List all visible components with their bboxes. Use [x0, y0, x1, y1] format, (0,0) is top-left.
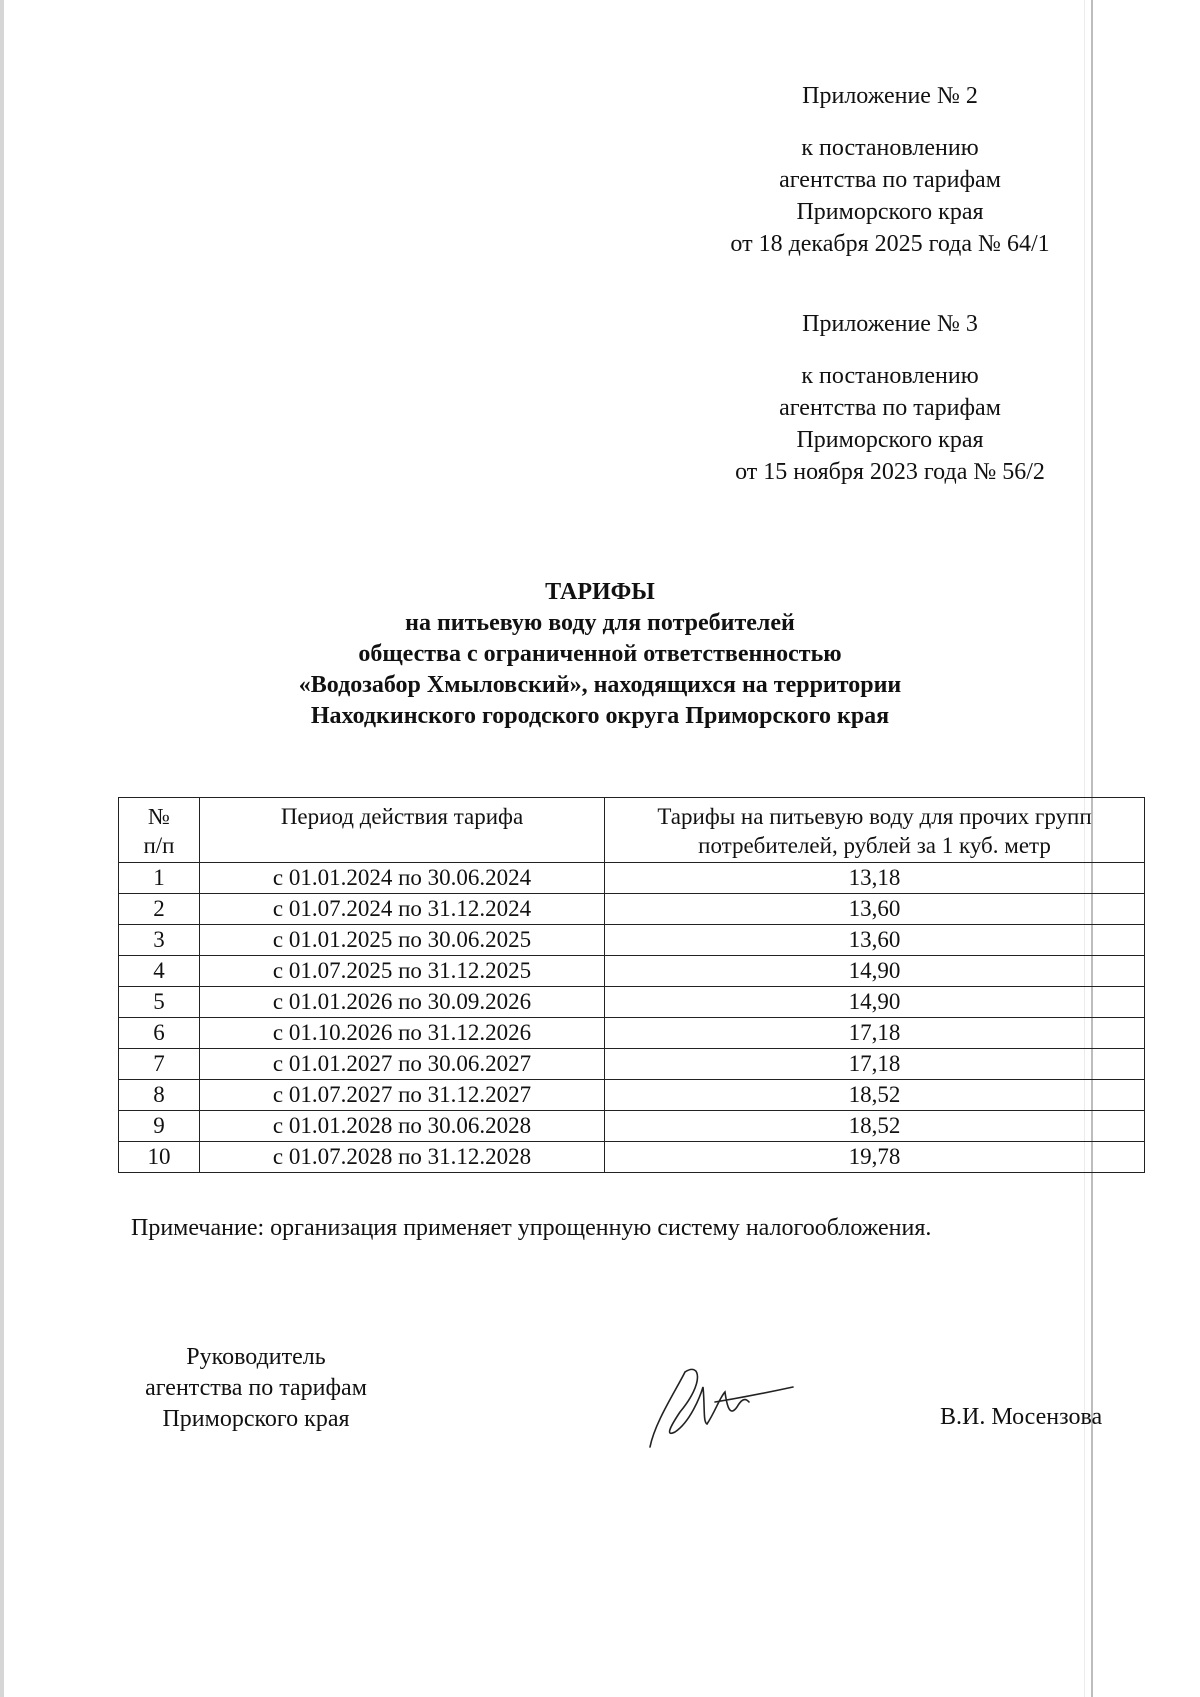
annex-line: агентства по тарифам	[779, 395, 1001, 421]
heading-line: «Водозабор Хмыловский», находящихся на территории	[298, 672, 902, 698]
table-row	[119, 1080, 1145, 1111]
annex-block-3	[660, 308, 1120, 488]
table-row	[119, 956, 1145, 987]
cell-tariff: 18,52	[605, 1111, 1145, 1142]
table-row	[119, 1142, 1145, 1173]
tariff-table	[118, 797, 1145, 1173]
signer-title-line: Руководитель	[186, 1344, 326, 1370]
cell-tariff: 17,18	[605, 1018, 1145, 1049]
cell-period: с 01.01.2025 по 30.06.2025	[200, 925, 605, 956]
heading-line: на питьевую воду для потребителей	[405, 610, 795, 636]
cell-period: с 01.10.2026 по 31.12.2026	[200, 1018, 605, 1049]
cell-period: с 01.01.2026 по 30.09.2026	[200, 987, 605, 1018]
cell-number: 2	[119, 894, 200, 925]
table-row	[119, 863, 1145, 894]
annex-line: Приморского края	[796, 427, 984, 453]
cell-tariff: 19,78	[605, 1142, 1145, 1173]
annex-title: Приложение № 3	[802, 311, 978, 337]
heading-line: Находкинского городского округа Приморского края	[310, 703, 890, 729]
header-number	[119, 798, 200, 863]
document-heading	[0, 577, 1200, 732]
cell-number: 4	[119, 956, 200, 987]
cell-tariff: 13,60	[605, 925, 1145, 956]
header-number-line1: №	[148, 804, 170, 829]
table-row	[119, 1049, 1145, 1080]
cell-number: 6	[119, 1018, 200, 1049]
cell-number: 3	[119, 925, 200, 956]
table-header-row	[119, 798, 1145, 863]
annex-line: агентства по тарифам	[779, 167, 1001, 193]
document-title: ТАРИФЫ	[545, 579, 655, 605]
heading-line: общества с ограниченной ответственностью	[358, 641, 842, 667]
cell-tariff: 18,52	[605, 1080, 1145, 1111]
header-period: Период действия тарифа	[200, 798, 605, 863]
table-body	[119, 863, 1145, 1173]
table-row	[119, 894, 1145, 925]
cell-tariff: 14,90	[605, 956, 1145, 987]
note-text: Примечание: организация применяет упрощенную систему налогообложения.	[131, 1215, 932, 1241]
annex-line: Приморского края	[796, 199, 984, 225]
header-tariff-line2: потребителей, рублей за 1 куб. метр	[698, 833, 1051, 858]
cell-period: с 01.07.2027 по 31.12.2027	[200, 1080, 605, 1111]
cell-tariff: 13,60	[605, 894, 1145, 925]
table-row	[119, 987, 1145, 1018]
cell-period: с 01.07.2025 по 31.12.2025	[200, 956, 605, 987]
cell-tariff: 13,18	[605, 863, 1145, 894]
annex-date-line: от 18 декабря 2025 года № 64/1	[730, 231, 1050, 257]
scan-left-edge	[0, 0, 4, 1697]
table-row	[119, 1111, 1145, 1142]
cell-number: 8	[119, 1080, 200, 1111]
cell-number: 1	[119, 863, 200, 894]
table-row	[119, 925, 1145, 956]
cell-number: 10	[119, 1142, 200, 1173]
signer-title-line: Приморского края	[162, 1406, 350, 1432]
handwritten-signature	[645, 1352, 795, 1452]
cell-period: с 01.01.2027 по 30.06.2027	[200, 1049, 605, 1080]
annex-line: к постановлению	[801, 363, 979, 389]
signer-title	[106, 1342, 406, 1435]
cell-tariff: 17,18	[605, 1049, 1145, 1080]
header-tariff-line1: Тарифы на питьевую воду для прочих групп	[657, 804, 1092, 829]
cell-number: 7	[119, 1049, 200, 1080]
annex-block-2	[660, 80, 1120, 260]
annex-title: Приложение № 2	[802, 83, 978, 109]
signer-name: В.И. Мосензова	[940, 1404, 1103, 1430]
annex-line: к постановлению	[801, 135, 979, 161]
cell-period: с 01.07.2028 по 31.12.2028	[200, 1142, 605, 1173]
annex-date-line: от 15 ноября 2023 года № 56/2	[735, 459, 1045, 485]
header-number-line2: п/п	[143, 833, 175, 858]
cell-number: 5	[119, 987, 200, 1018]
table-row	[119, 1018, 1145, 1049]
signer-title-line: агентства по тарифам	[145, 1375, 367, 1401]
cell-tariff: 14,90	[605, 987, 1145, 1018]
cell-number: 9	[119, 1111, 200, 1142]
cell-period: с 01.01.2028 по 30.06.2028	[200, 1111, 605, 1142]
cell-period: с 01.01.2024 по 30.06.2024	[200, 863, 605, 894]
header-tariff	[605, 798, 1145, 863]
cell-period: с 01.07.2024 по 31.12.2024	[200, 894, 605, 925]
